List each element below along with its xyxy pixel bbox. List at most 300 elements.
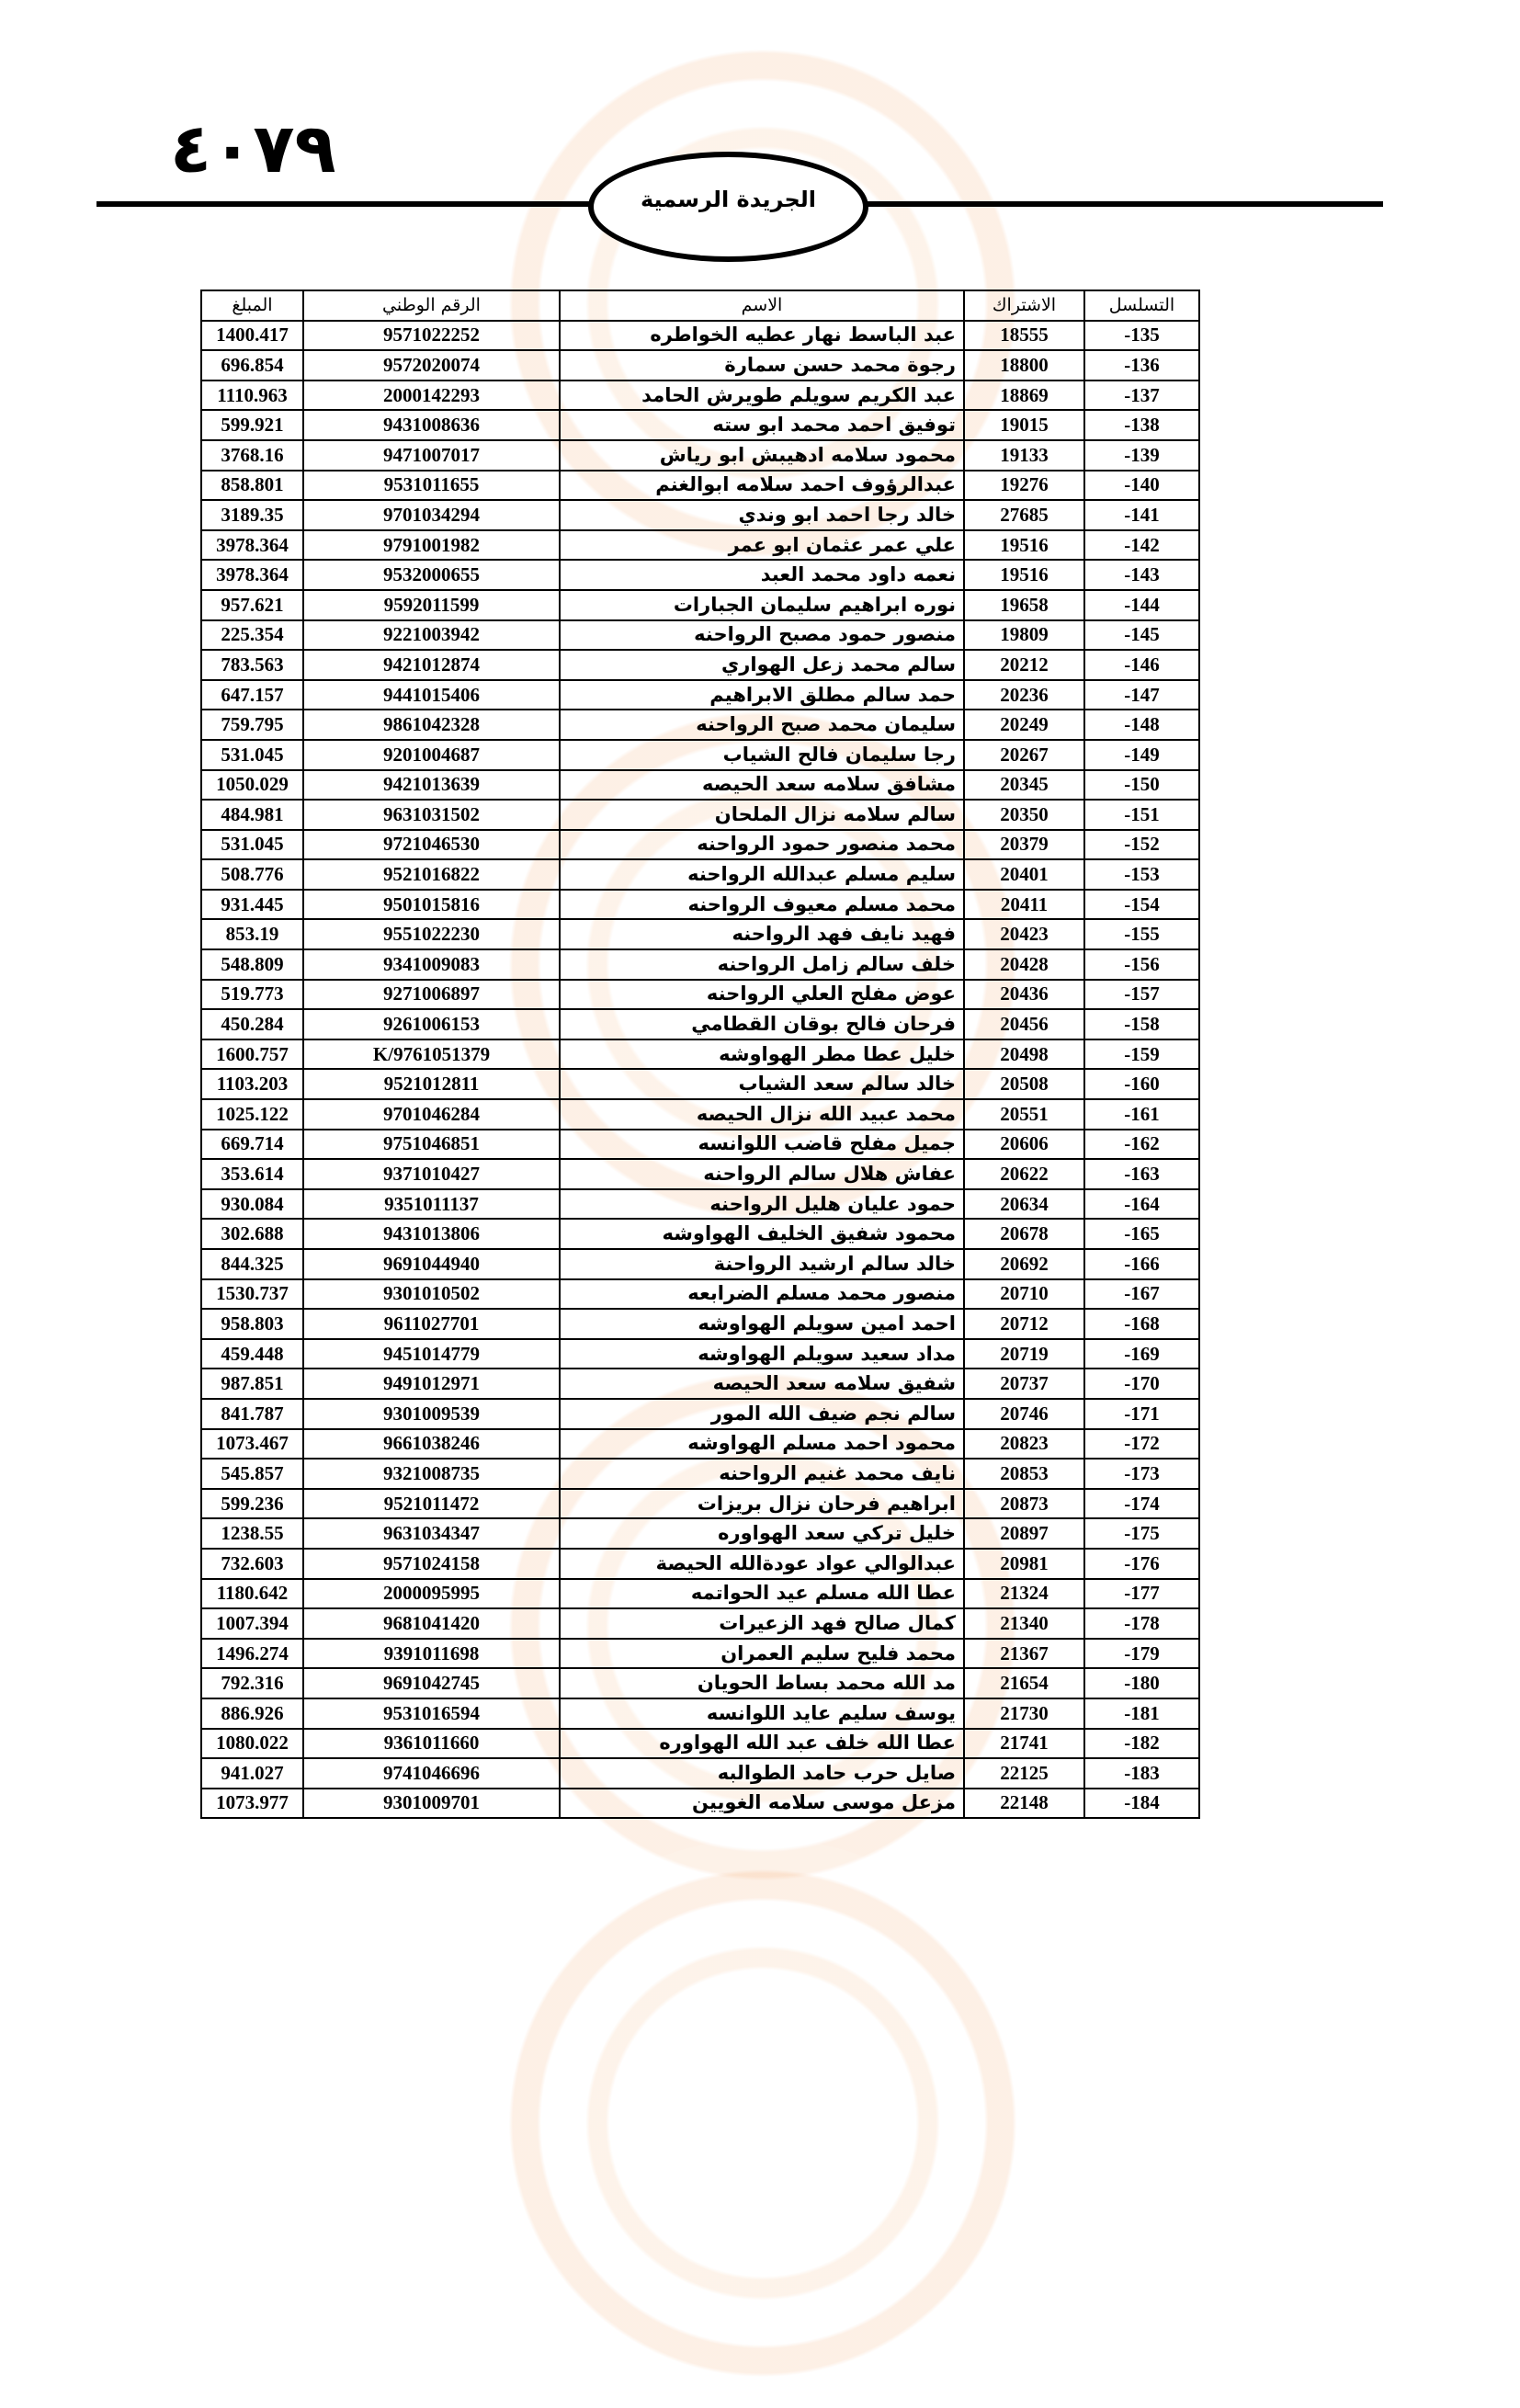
national-id-cell: 9631031502 — [303, 800, 560, 830]
sequence-cell: 147- — [1084, 680, 1199, 710]
subscription-cell: 20436 — [964, 980, 1084, 1010]
table-row — [201, 770, 1199, 801]
name-cell: مد الله محمد بساط الحويان — [560, 1668, 964, 1698]
subscription-cell: 18869 — [964, 381, 1084, 411]
sequence-cell: 146- — [1084, 650, 1199, 680]
amount-cell: 930.084 — [201, 1189, 303, 1220]
national-id-cell: 9261006153 — [303, 1009, 560, 1039]
name-cell: خالد سالم ارشيد الرواحنة — [560, 1249, 964, 1279]
subscription-cell: 20853 — [964, 1459, 1084, 1489]
header-oval — [588, 152, 868, 262]
subscription-cell: 21741 — [964, 1729, 1084, 1759]
amount-cell: 941.027 — [201, 1758, 303, 1789]
subscription-cell: 20981 — [964, 1549, 1084, 1579]
sequence-cell: 156- — [1084, 949, 1199, 980]
table-row — [201, 1698, 1199, 1729]
amount-cell: 759.795 — [201, 710, 303, 740]
subscription-cell: 19133 — [964, 440, 1084, 471]
table-row — [201, 1219, 1199, 1249]
subscription-cell: 20212 — [964, 650, 1084, 680]
amount-cell: 783.563 — [201, 650, 303, 680]
name-cell: عوض مفلح العلي الرواحنه — [560, 980, 964, 1010]
sequence-cell: 153- — [1084, 859, 1199, 890]
sequence-cell: 179- — [1084, 1639, 1199, 1669]
subscription-cell: 20456 — [964, 1009, 1084, 1039]
national-id-cell: 9532000655 — [303, 560, 560, 590]
sequence-cell: 139- — [1084, 440, 1199, 471]
table-row — [201, 471, 1199, 501]
name-cell: عفاش هلال سالم الرواحنه — [560, 1159, 964, 1189]
sequence-cell: 168- — [1084, 1309, 1199, 1339]
subscription-cell: 21367 — [964, 1639, 1084, 1669]
subscription-cell: 20737 — [964, 1369, 1084, 1399]
national-id-cell: 9391011698 — [303, 1639, 560, 1669]
column-header-national-id: الرقم الوطني — [303, 290, 560, 321]
table-row — [201, 1608, 1199, 1639]
table-row — [201, 350, 1199, 381]
amount-cell: 1400.417 — [201, 321, 303, 351]
sequence-cell: 164- — [1084, 1189, 1199, 1220]
amount-cell: 599.921 — [201, 410, 303, 440]
sequence-cell: 158- — [1084, 1009, 1199, 1039]
table-row — [201, 1009, 1199, 1039]
national-id-cell: 9572020074 — [303, 350, 560, 381]
national-id-cell: 9521016822 — [303, 859, 560, 890]
name-cell: منصور محمد مسلم الضرابعه — [560, 1279, 964, 1310]
national-id-cell: 9361011660 — [303, 1729, 560, 1759]
subscription-cell: 19015 — [964, 410, 1084, 440]
table-row — [201, 1130, 1199, 1160]
name-cell: ابراهيم فرحان نزال بريزات — [560, 1489, 964, 1519]
national-id-cell: 9321008735 — [303, 1459, 560, 1489]
table-row — [201, 980, 1199, 1010]
name-cell: مشافق سلامه سعد الحيصه — [560, 770, 964, 801]
sequence-cell: 161- — [1084, 1099, 1199, 1130]
name-cell: حمود عليان هليل الرواحنه — [560, 1189, 964, 1220]
table-row — [201, 321, 1199, 351]
amount-cell: 957.621 — [201, 590, 303, 620]
table-header-row — [201, 290, 1199, 321]
subscription-cell: 19516 — [964, 530, 1084, 561]
sequence-cell: 150- — [1084, 770, 1199, 801]
name-cell: منصور حمود مصبح الرواحنه — [560, 620, 964, 651]
column-header-subscription: الاشتراك — [964, 290, 1084, 321]
name-cell: خليل عطا مطر الهواوشه — [560, 1039, 964, 1070]
sequence-cell: 145- — [1084, 620, 1199, 651]
sequence-cell: 170- — [1084, 1369, 1199, 1399]
amount-cell: 844.325 — [201, 1249, 303, 1279]
national-id-cell: 9701034294 — [303, 500, 560, 530]
sequence-cell: 135- — [1084, 321, 1199, 351]
subscription-cell: 27685 — [964, 500, 1084, 530]
name-cell: كمال صالح فهد الزعيرات — [560, 1608, 964, 1639]
sequence-cell: 137- — [1084, 381, 1199, 411]
table-row — [201, 381, 1199, 411]
table-row — [201, 800, 1199, 830]
name-cell: خليل تركي سعد الهواوره — [560, 1518, 964, 1549]
sequence-cell: 182- — [1084, 1729, 1199, 1759]
subscription-cell: 20249 — [964, 710, 1084, 740]
subscription-cell: 20712 — [964, 1309, 1084, 1339]
national-id-cell: 9371010427 — [303, 1159, 560, 1189]
sequence-cell: 152- — [1084, 830, 1199, 860]
column-header-name: الاسم — [560, 290, 964, 321]
table-row — [201, 1309, 1199, 1339]
sequence-cell: 154- — [1084, 890, 1199, 920]
amount-cell: 732.603 — [201, 1549, 303, 1579]
name-cell: محمود شفيق الخليف الهواوشه — [560, 1219, 964, 1249]
table-row — [201, 1399, 1199, 1429]
table-row — [201, 1518, 1199, 1549]
national-id-cell: 9521012811 — [303, 1069, 560, 1099]
national-id-cell: 9441015406 — [303, 680, 560, 710]
national-id-cell: 9631034347 — [303, 1518, 560, 1549]
name-cell: جميل مفلح قاضب اللوانسه — [560, 1130, 964, 1160]
amount-cell: 696.854 — [201, 350, 303, 381]
table-row — [201, 1668, 1199, 1698]
table-row — [201, 1249, 1199, 1279]
table-row — [201, 530, 1199, 561]
amount-cell: 1110.963 — [201, 381, 303, 411]
national-id-cell: 9611027701 — [303, 1309, 560, 1339]
amount-cell: 531.045 — [201, 740, 303, 770]
subscription-cell: 20551 — [964, 1099, 1084, 1130]
table-row — [201, 1789, 1199, 1819]
name-cell: فرحان فالح بوقان القطامي — [560, 1009, 964, 1039]
table-row — [201, 560, 1199, 590]
sequence-cell: 180- — [1084, 1668, 1199, 1698]
sequence-cell: 143- — [1084, 560, 1199, 590]
name-cell: سليم مسلم عبدالله الرواحنه — [560, 859, 964, 890]
national-id-cell: 9421012874 — [303, 650, 560, 680]
table-row — [201, 1339, 1199, 1369]
subscription-cell: 20411 — [964, 890, 1084, 920]
table-row — [201, 1579, 1199, 1609]
name-cell: صايل حرب حامد الطوالبه — [560, 1758, 964, 1789]
national-id-cell: 9451014779 — [303, 1339, 560, 1369]
subscription-cell: 20350 — [964, 800, 1084, 830]
national-id-cell: 9471007017 — [303, 440, 560, 471]
national-id-cell: 9431008636 — [303, 410, 560, 440]
subscription-cell: 20345 — [964, 770, 1084, 801]
amount-cell: 1600.757 — [201, 1039, 303, 1070]
national-id-cell: K/9761051379 — [303, 1039, 560, 1070]
column-header-sequence: التسلسل — [1084, 290, 1199, 321]
subscription-cell: 20897 — [964, 1518, 1084, 1549]
sequence-cell: 148- — [1084, 710, 1199, 740]
name-cell: محمد منصور حمود الرواحنه — [560, 830, 964, 860]
national-id-cell: 9861042328 — [303, 710, 560, 740]
table-row — [201, 1429, 1199, 1460]
table-row — [201, 1729, 1199, 1759]
amount-cell: 519.773 — [201, 980, 303, 1010]
national-id-cell: 9341009083 — [303, 949, 560, 980]
subscription-cell: 20606 — [964, 1130, 1084, 1160]
national-id-cell: 9351011137 — [303, 1189, 560, 1220]
sequence-cell: 159- — [1084, 1039, 1199, 1070]
amount-cell: 841.787 — [201, 1399, 303, 1429]
page-title: الجريدة الرسمية — [640, 187, 817, 212]
amount-cell: 3978.364 — [201, 560, 303, 590]
amount-cell: 3978.364 — [201, 530, 303, 561]
national-id-cell: 9681041420 — [303, 1608, 560, 1639]
table-row — [201, 1099, 1199, 1130]
amount-cell: 225.354 — [201, 620, 303, 651]
subscription-cell: 22148 — [964, 1789, 1084, 1819]
amount-cell: 450.284 — [201, 1009, 303, 1039]
national-id-cell: 9531011655 — [303, 471, 560, 501]
table-row — [201, 1489, 1199, 1519]
national-id-cell: 9491012971 — [303, 1369, 560, 1399]
table-row — [201, 830, 1199, 860]
name-cell: علي عمر عثمان ابو عمر — [560, 530, 964, 561]
national-id-cell: 9751046851 — [303, 1130, 560, 1160]
name-cell: توفيق احمد محمد ابو سته — [560, 410, 964, 440]
sequence-cell: 163- — [1084, 1159, 1199, 1189]
name-cell: عبد الكريم سويلم طويرش الحامد — [560, 381, 964, 411]
subscription-cell: 20508 — [964, 1069, 1084, 1099]
sequence-cell: 184- — [1084, 1789, 1199, 1819]
subscription-cell: 21654 — [964, 1668, 1084, 1698]
subscription-cell: 19809 — [964, 620, 1084, 651]
subscription-cell: 20267 — [964, 740, 1084, 770]
national-id-cell: 9521011472 — [303, 1489, 560, 1519]
subscription-cell: 20401 — [964, 859, 1084, 890]
subscription-cell: 18800 — [964, 350, 1084, 381]
sequence-cell: 142- — [1084, 530, 1199, 561]
name-cell: سليمان محمد صبح الرواحنه — [560, 710, 964, 740]
table-row — [201, 1369, 1199, 1399]
table-row — [201, 1758, 1199, 1789]
table-row — [201, 1279, 1199, 1310]
sequence-cell: 169- — [1084, 1339, 1199, 1369]
amount-cell: 931.445 — [201, 890, 303, 920]
sequence-cell: 177- — [1084, 1579, 1199, 1609]
amount-cell: 3768.16 — [201, 440, 303, 471]
table-row — [201, 859, 1199, 890]
amount-cell: 353.614 — [201, 1159, 303, 1189]
name-cell: رجوة محمد حسن سمارة — [560, 350, 964, 381]
amount-cell: 669.714 — [201, 1130, 303, 1160]
national-id-cell: 9421013639 — [303, 770, 560, 801]
national-id-cell: 9571022252 — [303, 321, 560, 351]
subscription-cell: 20634 — [964, 1189, 1084, 1220]
amount-cell: 987.851 — [201, 1369, 303, 1399]
amount-cell: 548.809 — [201, 949, 303, 980]
name-cell: سالم نجم ضيف الله المور — [560, 1399, 964, 1429]
amount-cell: 853.19 — [201, 919, 303, 949]
national-id-cell: 9691042745 — [303, 1668, 560, 1698]
national-id-cell: 9431013806 — [303, 1219, 560, 1249]
subscription-cell: 20379 — [964, 830, 1084, 860]
subscription-cell: 20428 — [964, 949, 1084, 980]
amount-cell: 459.448 — [201, 1339, 303, 1369]
subscription-cell: 21340 — [964, 1608, 1084, 1639]
subscription-cell: 20423 — [964, 919, 1084, 949]
sequence-cell: 171- — [1084, 1399, 1199, 1429]
national-id-cell: 9301009701 — [303, 1789, 560, 1819]
name-cell: خالد رجا احمد ابو وندي — [560, 500, 964, 530]
sequence-cell: 162- — [1084, 1130, 1199, 1160]
national-id-cell: 9741046696 — [303, 1758, 560, 1789]
national-id-cell: 9501015816 — [303, 890, 560, 920]
amount-cell: 958.803 — [201, 1309, 303, 1339]
national-id-cell: 9531016594 — [303, 1698, 560, 1729]
amount-cell: 1238.55 — [201, 1518, 303, 1549]
name-cell: رجا سليمان فالح الشياب — [560, 740, 964, 770]
amount-cell: 3189.35 — [201, 500, 303, 530]
sequence-cell: 167- — [1084, 1279, 1199, 1310]
national-id-cell: 2000142293 — [303, 381, 560, 411]
sequence-cell: 136- — [1084, 350, 1199, 381]
amount-cell: 858.801 — [201, 471, 303, 501]
name-cell: نايف محمد غنيم الرواحنه — [560, 1459, 964, 1489]
subscription-cell: 20746 — [964, 1399, 1084, 1429]
national-id-cell: 9691044940 — [303, 1249, 560, 1279]
subscription-cell: 19516 — [964, 560, 1084, 590]
name-cell: شفيق سلامه سعد الحيصه — [560, 1369, 964, 1399]
table-row — [201, 1459, 1199, 1489]
sequence-cell: 151- — [1084, 800, 1199, 830]
amount-cell: 508.776 — [201, 859, 303, 890]
sequence-cell: 183- — [1084, 1758, 1199, 1789]
national-id-cell: 2000095995 — [303, 1579, 560, 1609]
name-cell: مداد سعيد سويلم الهواوشه — [560, 1339, 964, 1369]
name-cell: عبدالوالي عواد عودةالله الحيصة — [560, 1549, 964, 1579]
sequence-cell: 155- — [1084, 919, 1199, 949]
amount-cell: 599.236 — [201, 1489, 303, 1519]
table-row — [201, 1039, 1199, 1070]
sequence-cell: 173- — [1084, 1459, 1199, 1489]
subscription-cell: 20710 — [964, 1279, 1084, 1310]
sequence-cell: 149- — [1084, 740, 1199, 770]
name-cell: محمد عبيد الله نزال الحيصه — [560, 1099, 964, 1130]
national-id-cell: 9661038246 — [303, 1429, 560, 1460]
subscription-cell: 20622 — [964, 1159, 1084, 1189]
name-cell: عبدالرؤوف احمد سلامه ابوالغنم — [560, 471, 964, 501]
amount-cell: 1007.394 — [201, 1608, 303, 1639]
subscription-cell: 21730 — [964, 1698, 1084, 1729]
subscription-cell: 18555 — [964, 321, 1084, 351]
table-row — [201, 710, 1199, 740]
subscription-cell: 22125 — [964, 1758, 1084, 1789]
amount-cell: 302.688 — [201, 1219, 303, 1249]
amount-cell: 545.857 — [201, 1459, 303, 1489]
table-row — [201, 620, 1199, 651]
amount-cell: 1050.029 — [201, 770, 303, 801]
national-id-cell: 9551022230 — [303, 919, 560, 949]
national-id-cell: 9301009539 — [303, 1399, 560, 1429]
amount-cell: 1496.274 — [201, 1639, 303, 1669]
national-id-cell: 9701046284 — [303, 1099, 560, 1130]
sequence-cell: 172- — [1084, 1429, 1199, 1460]
amount-cell: 1073.977 — [201, 1789, 303, 1819]
subscription-cell: 20236 — [964, 680, 1084, 710]
amount-cell: 1180.642 — [201, 1579, 303, 1609]
subscription-cell: 20873 — [964, 1489, 1084, 1519]
name-cell: خالد سالم سعد الشياب — [560, 1069, 964, 1099]
subscription-cell: 20498 — [964, 1039, 1084, 1070]
name-cell: نعمه داود محمد العبد — [560, 560, 964, 590]
name-cell: يوسف سليم عايد اللوانسه — [560, 1698, 964, 1729]
table-row — [201, 680, 1199, 710]
table-row — [201, 1159, 1199, 1189]
table-row — [201, 949, 1199, 980]
table-row — [201, 440, 1199, 471]
national-id-cell: 9221003942 — [303, 620, 560, 651]
table-row — [201, 410, 1199, 440]
table-row — [201, 1639, 1199, 1669]
national-id-cell: 9301010502 — [303, 1279, 560, 1310]
national-id-cell: 9592011599 — [303, 590, 560, 620]
amount-cell: 484.981 — [201, 800, 303, 830]
sequence-cell: 138- — [1084, 410, 1199, 440]
page-number: ٤٠٧٩ — [170, 109, 336, 188]
amount-cell: 531.045 — [201, 830, 303, 860]
table-row — [201, 1069, 1199, 1099]
amount-cell: 647.157 — [201, 680, 303, 710]
amount-cell: 1073.467 — [201, 1429, 303, 1460]
table-row — [201, 1189, 1199, 1220]
sequence-cell: 165- — [1084, 1219, 1199, 1249]
name-cell: مزعل موسى سلامه الغويين — [560, 1789, 964, 1819]
name-cell: محمود احمد مسلم الهواوشه — [560, 1429, 964, 1460]
name-cell: عبد الباسط نهار عطيه الخواطره — [560, 321, 964, 351]
records-table — [200, 290, 1200, 1819]
subscription-cell: 20678 — [964, 1219, 1084, 1249]
sequence-cell: 141- — [1084, 500, 1199, 530]
sequence-cell: 166- — [1084, 1249, 1199, 1279]
amount-cell: 792.316 — [201, 1668, 303, 1698]
sequence-cell: 178- — [1084, 1608, 1199, 1639]
amount-cell: 1080.022 — [201, 1729, 303, 1759]
name-cell: عطا الله مسلم عيد الحواتمه — [560, 1579, 964, 1609]
subscription-cell: 20719 — [964, 1339, 1084, 1369]
name-cell: فهيد نايف فهد الرواحنه — [560, 919, 964, 949]
table-row — [201, 740, 1199, 770]
national-id-cell: 9271006897 — [303, 980, 560, 1010]
amount-cell: 1530.737 — [201, 1279, 303, 1310]
subscription-cell: 19658 — [964, 590, 1084, 620]
amount-cell: 886.926 — [201, 1698, 303, 1729]
subscription-cell: 19276 — [964, 471, 1084, 501]
subscription-cell: 20823 — [964, 1429, 1084, 1460]
name-cell: عطا الله خلف عبد الله الهواوره — [560, 1729, 964, 1759]
subscription-cell: 21324 — [964, 1579, 1084, 1609]
name-cell: سالم محمد زعل الهواري — [560, 650, 964, 680]
table-row — [201, 500, 1199, 530]
name-cell: احمد امين سويلم الهواوشه — [560, 1309, 964, 1339]
national-id-cell: 9791001982 — [303, 530, 560, 561]
name-cell: نوره ابراهيم سليمان الجبارات — [560, 590, 964, 620]
table-row — [201, 650, 1199, 680]
column-header-amount: المبلغ — [201, 290, 303, 321]
national-id-cell: 9721046530 — [303, 830, 560, 860]
table-row — [201, 590, 1199, 620]
name-cell: محمود سلامه ادهيبش ابو رياش — [560, 440, 964, 471]
table-row — [201, 919, 1199, 949]
name-cell: سالم سلامه نزال الملحان — [560, 800, 964, 830]
table-row — [201, 890, 1199, 920]
name-cell: محمد فليح سليم العمران — [560, 1639, 964, 1669]
national-id-cell: 9571024158 — [303, 1549, 560, 1579]
sequence-cell: 176- — [1084, 1549, 1199, 1579]
sequence-cell: 140- — [1084, 471, 1199, 501]
amount-cell: 1103.203 — [201, 1069, 303, 1099]
name-cell: خلف سالم زامل الرواحنه — [560, 949, 964, 980]
amount-cell: 1025.122 — [201, 1099, 303, 1130]
watermark — [478, 1838, 1048, 2408]
